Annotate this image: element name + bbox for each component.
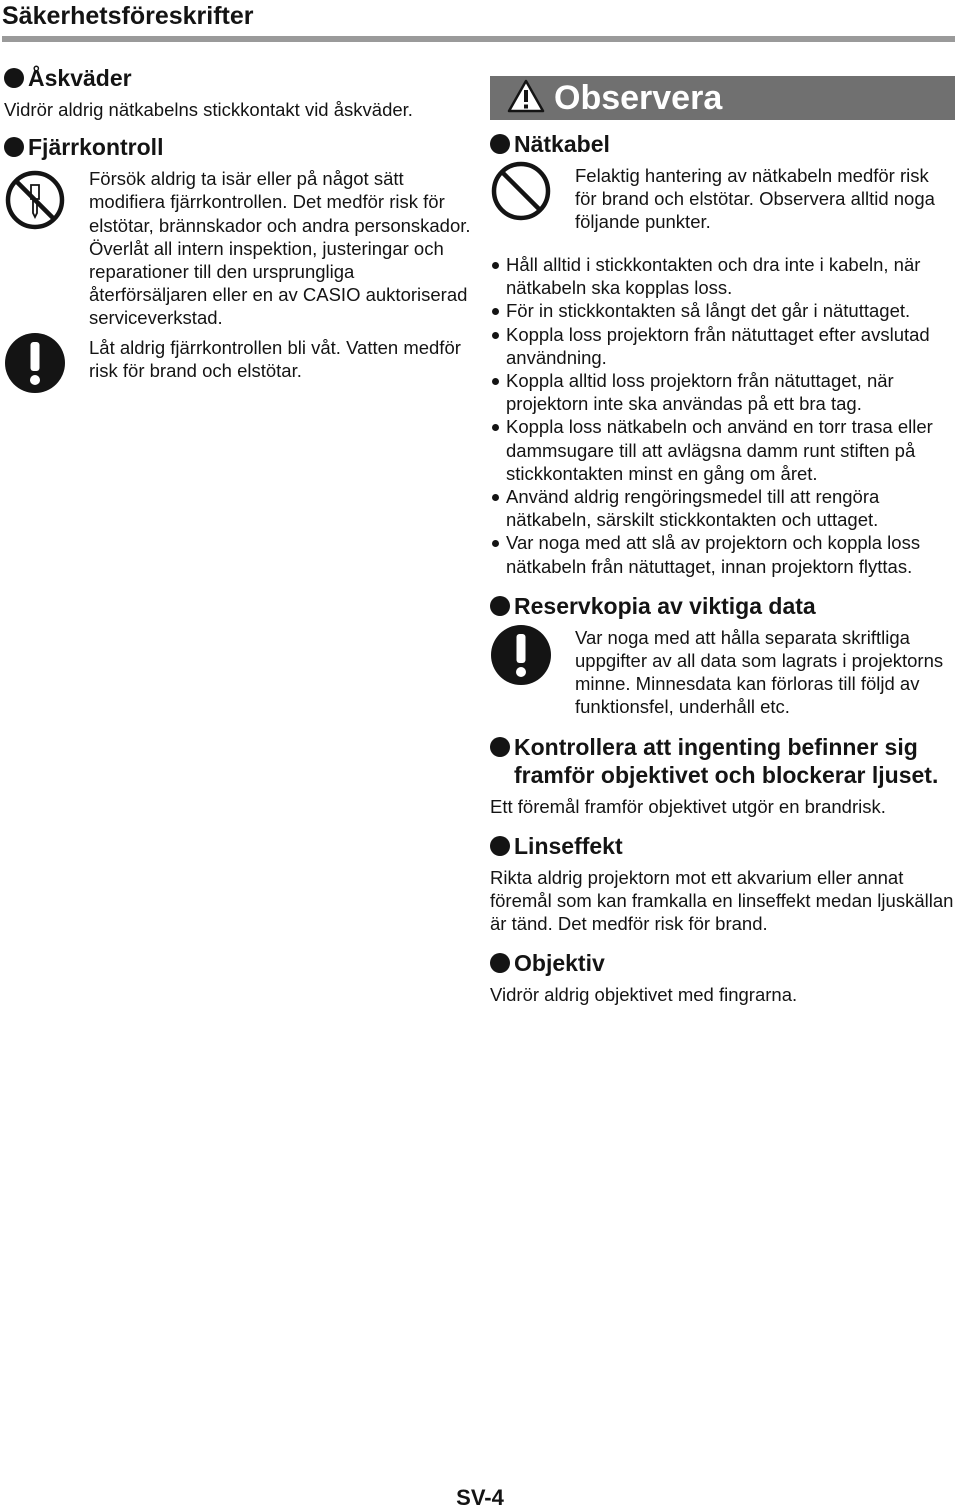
heading-text: Reservkopia av viktiga data <box>514 592 816 619</box>
prohibition-icon <box>490 160 552 227</box>
heading-bullet-icon <box>490 836 510 856</box>
power-cable-intro-text: Felaktig hantering av nätkabeln medför risk för brand och elstötar. Observera alltid noga följande punkter. <box>575 165 935 233</box>
left-column <box>4 64 474 382</box>
heading-text: Objektiv <box>514 950 605 977</box>
heading-bullet-icon <box>490 596 510 616</box>
disassembly-warning <box>4 167 474 329</box>
section-text: Vidrör aldrig nätkabelns stickkontakt vid åskväder. <box>4 99 413 120</box>
section-lens-effect <box>490 832 955 936</box>
heading-bullet-icon <box>4 137 24 157</box>
section-heading <box>490 832 955 860</box>
section-text: Rikta aldrig projektorn mot ett akvarium eller annat föremål som kan framkalla en linseffekt medan ljuskällan är tänd. Det medför risk för brand. <box>490 866 954 935</box>
list-item: För in stickkontakten så långt det går i nätuttaget. <box>490 299 955 322</box>
section-heading <box>4 133 474 161</box>
list-item: Håll alltid i stickkontakten och dra inte i kabeln, när nätkabeln ska kopplas loss. <box>490 253 955 299</box>
list-item: Koppla loss projektorn från nätuttaget efter avslutad användning. <box>490 323 955 369</box>
section-backup <box>490 592 955 719</box>
water-warning <box>4 336 474 382</box>
list-item: Använd aldrig rengöringsmedel till att rengöra nätkabeln, särskilt stickkontakten och uttaget. <box>490 485 955 531</box>
no-disassembly-icon <box>4 169 66 236</box>
page-title: Säkerhetsföreskrifter <box>2 2 254 30</box>
list-item: Var noga med att slå av projektorn och koppla loss nätkabeln från nätuttaget, innan projektorn flyttas. <box>490 531 955 577</box>
section-text: Vidrör aldrig objektivet med fingrarna. <box>490 984 798 1006</box>
right-column <box>490 76 955 1007</box>
power-cable-bullet-list <box>490 253 955 578</box>
heading-bullet-icon <box>4 68 24 88</box>
warning-triangle-icon <box>506 78 546 119</box>
heading-text: Linseffekt <box>514 832 623 859</box>
backup-warning <box>490 626 955 719</box>
list-item: Koppla alltid loss projektorn från nätuttaget, när projektorn inte ska användas på ett bra tag. <box>490 369 955 415</box>
section-heading <box>490 949 955 977</box>
heading-bullet-icon <box>490 737 510 757</box>
list-item: Koppla loss nätkabeln och använd en torr trasa eller dammsugare till att avlägsna damm runt stiften på stickkontakten minst en gång om året. <box>490 415 955 485</box>
section-lens <box>490 949 955 1006</box>
title-rule <box>2 36 955 42</box>
backup-text: Var noga med att hålla separata skriftliga uppgifter av all data som lagrats i projektorns minne. Minnesdata kan förloras till följd av funktionsfel, underhåll etc. <box>575 626 944 718</box>
heading-text: Fjärrkontroll <box>28 134 164 161</box>
section-heading <box>490 130 955 158</box>
section-heading <box>490 592 955 620</box>
section-heading <box>490 733 955 789</box>
section-heading <box>4 64 474 92</box>
section-power-cable <box>490 130 955 578</box>
disassembly-text: Försök aldrig ta isär eller på något sätt modifiera fjärrkontrollen. Det medför risk för elstötar, brännskador och andra personskador. Överlåt all intern inspektion, justeringar och reparationer till den ursprungliga återförsäljaren eller en av CASIO auktoriserad serviceverkstad. <box>89 168 471 329</box>
page-number: SV-4 <box>456 1485 504 1510</box>
heading-bullet-icon <box>490 134 510 154</box>
water-text: Låt aldrig fjärrkontrollen bli våt. Vatten medför risk för brand och elstötar. <box>89 336 461 381</box>
exclamation-icon <box>4 332 66 399</box>
caution-title: Observera <box>554 79 723 117</box>
heading-text: Nätkabel <box>514 131 610 157</box>
section-thunderstorm <box>4 64 474 121</box>
section-lens-blocking <box>490 733 955 818</box>
heading-text: Åskväder <box>28 65 132 91</box>
heading-bullet-icon <box>490 953 510 973</box>
heading-text: Kontrollera att ingenting befinner sig framför objektivet och blockerar ljuset. <box>514 733 939 788</box>
power-cable-intro <box>490 164 955 239</box>
exclamation-icon <box>490 624 552 691</box>
section-remote-control <box>4 133 474 382</box>
section-text: Ett föremål framför objektivet utgör en brandrisk. <box>490 795 886 817</box>
caution-banner <box>490 76 955 120</box>
